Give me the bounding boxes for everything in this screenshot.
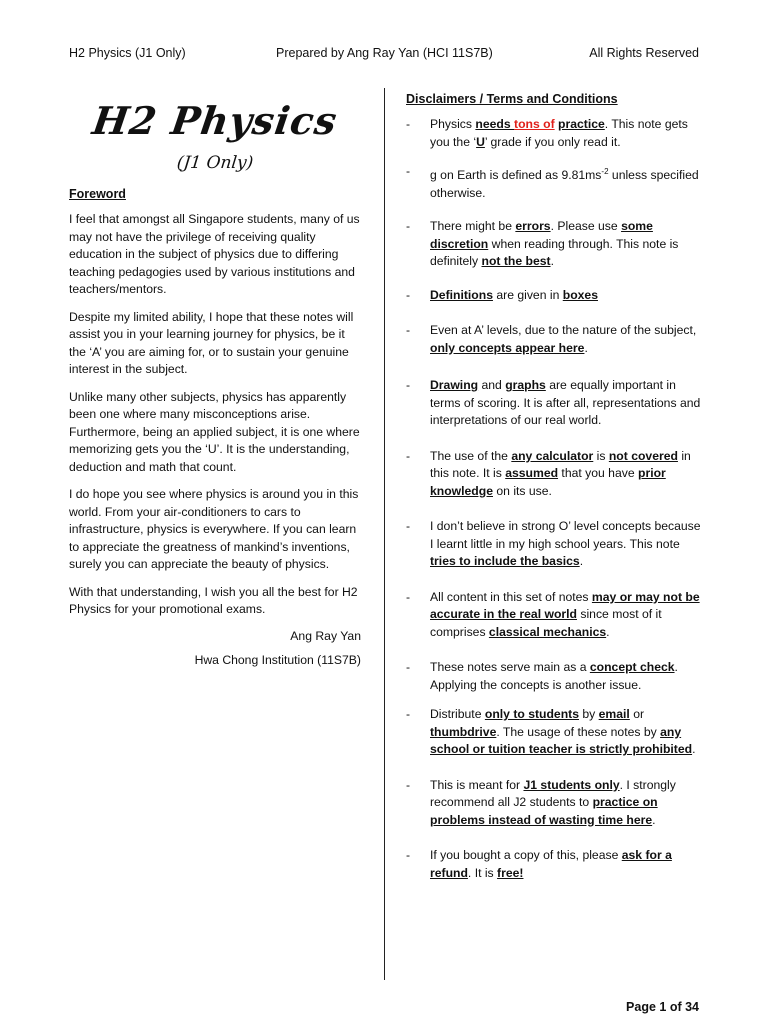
document-subtitle: (J1 Only) [175,153,255,173]
disclaimer-item [406,518,706,571]
bullet-dash: - [406,589,411,604]
disclaimer-item [406,706,706,759]
emphasis-text: some discretion [430,219,653,251]
emphasis-text: tons of [514,117,555,131]
bullet-dash: - [406,323,411,338]
item-text: g on Earth is defined as 9.81ms [430,168,602,183]
emphasis-text: not the best [481,254,551,269]
author-name: Ang Ray Yan [290,628,361,643]
foreword-heading: Foreword [69,187,126,201]
item-text: . It is [467,865,498,880]
emphasis-text: may or may not be accurate in the real world [430,589,700,622]
emphasis-text: classical mechanics [488,624,607,639]
emphasis-text: Definitions [430,287,493,302]
emphasis-text: any calculator [511,448,594,463]
disclaimer-item [406,847,706,882]
emphasis-text: practice [558,117,605,131]
bullet-dash: - [406,777,411,792]
emphasis-text: prior knowledge [430,466,666,498]
foreword-paragraph: Unlike many other subjects, physics has apparently been one where many misconceptions arise. Furthermore, being an applied subject, it is one where memorizing gets you the ‘U’. It is the understanding, deduction and math that count. [69,389,360,474]
emphasis-text: assumed [505,466,559,481]
emphasis-text: any school or tuition teacher is strictly prohibited [430,724,693,757]
emphasis-text: U [476,134,485,149]
emphasis-text: needs [475,117,515,131]
disclaimer-item [406,287,706,305]
bullet-dash: - [406,287,411,302]
item-text: There might be [430,219,516,234]
disclaimer-item [406,659,706,694]
item-text: are equally important in terms of scoring. It is after all, representations and interpretations of our real world. [430,378,701,428]
item-text: . [692,742,696,757]
item-text: that you have [558,466,638,481]
emphasis-text: J1 students only [523,777,620,792]
header-left: H2 Physics (J1 Only) [69,46,186,60]
item-text: . Applying the concepts is another issue. [430,660,678,692]
disclaimer-item [406,448,706,501]
disclaimer-item [406,377,706,430]
emphasis-text: only concepts appear here [430,340,585,355]
emphasis-text: boxes [562,287,598,302]
emphasis-text: thumbdrive [430,724,497,739]
column-divider [384,88,385,980]
emphasis-text: not covered [608,448,678,463]
item-text: by [579,707,599,722]
disclaimer-item [406,218,706,271]
item-text: If you bought a copy of this, please [430,848,622,863]
emphasis-text: Drawing [430,378,479,393]
page-number: Page 1 of 34 [626,1000,699,1014]
item-text: These notes serve main as a [430,660,590,675]
document-title: H2 Physics [89,98,341,143]
emphasis-text: tries to include the basics [430,554,580,569]
left-column [69,92,361,677]
item-text: Distribute [430,707,485,722]
foreword-paragraph: Despite my limited ability, I hope that these notes will assist you in your learning journey for physics, be it the ‘A’ you are aiming for, or to sustain your genuine interest in the subject. [69,309,354,376]
emphasis-text: only to students [484,707,579,722]
item-text: since most of it comprises [430,607,662,639]
item-text: . Please use [550,219,622,234]
disclaimer-item [406,589,706,642]
disclaimer-item [406,777,706,830]
item-text: -2 [601,167,609,176]
item-text: or [629,707,645,722]
disclaimer-item [406,163,706,202]
item-text: The use of the [430,448,512,463]
item-text: . [584,340,588,355]
emphasis-text: ask for a refund [430,848,672,880]
emphasis-text: concept check [589,660,675,675]
item-text: on its use. [492,483,552,498]
item-text: . [606,624,610,639]
disclaimer-item [406,116,706,151]
item-text: Even at A’ levels, due to the nature of the subject, [430,323,697,338]
emphasis-text: graphs [505,378,546,393]
disclaimer-list [406,116,706,882]
item-text: All content in this set of notes [430,589,592,604]
bullet-dash: - [406,660,411,675]
item-text: unless specified otherwise. [430,168,699,200]
bullet-dash: - [406,164,411,178]
emphasis-text: errors [515,219,551,234]
item-text: are given in [492,287,563,302]
right-column [406,92,706,882]
disclaimer-item [406,322,706,357]
header-center: Prepared by Ang Ray Yan (HCI 11S7B) [276,46,493,60]
item-text: . [579,554,584,569]
item-text: This is meant for [430,777,524,792]
item-text: is [593,448,609,463]
bullet-dash: - [406,848,411,863]
item-text: I don’t believe in strong O’ level concepts because I learnt little in my high school years. This note [430,519,701,551]
disclaimers-heading: Disclaimers / Terms and Conditions [406,92,618,106]
emphasis-text: email [598,707,630,722]
author-school: Hwa Chong Institution (11S7B) [194,652,361,667]
bullet-dash: - [406,707,411,722]
item-text: . I strongly recommend all J2 students to [430,777,676,810]
item-text: in this note. It is [430,448,691,481]
item-text: Physics [430,117,476,131]
item-text: ’ grade if you only read it. [484,134,621,149]
item-text: . [550,254,554,269]
item-text: . [652,812,656,827]
foreword-paragraph: I do hope you see where physics is around you in this world. From your air-conditioners to cars to infrastructure, physics is everywhere. If you can learn to appreciate the greatness of mankind’s inventions, surely you can appreciate the beauty of physics. [69,487,359,571]
bullet-dash: - [406,519,411,534]
emphasis-text: practice on problems instead of wasting time here [430,795,658,827]
item-text: . The usage of these notes by [496,724,661,739]
foreword-paragraph: With that understanding, I wish you all the best for H2 Physics for your promotional exams. [69,584,358,616]
emphasis-text: free! [497,865,524,880]
bullet-dash: - [406,219,411,234]
foreword-paragraph: I feel that amongst all Singapore students, many of us may not have the privilege of receiving quality education in the subject of physics due to differing teaching pedagogies used by various institutions and teachers/mentors. [69,212,360,296]
bullet-dash: - [406,448,411,463]
header-right: All Rights Reserved [589,46,699,60]
item-text: . This note gets you the ‘ [430,117,688,149]
bullet-dash: - [406,117,411,131]
bullet-dash: - [406,378,411,393]
item-text: and [478,378,506,393]
item-text: when reading through. This note is definitely [430,236,679,269]
